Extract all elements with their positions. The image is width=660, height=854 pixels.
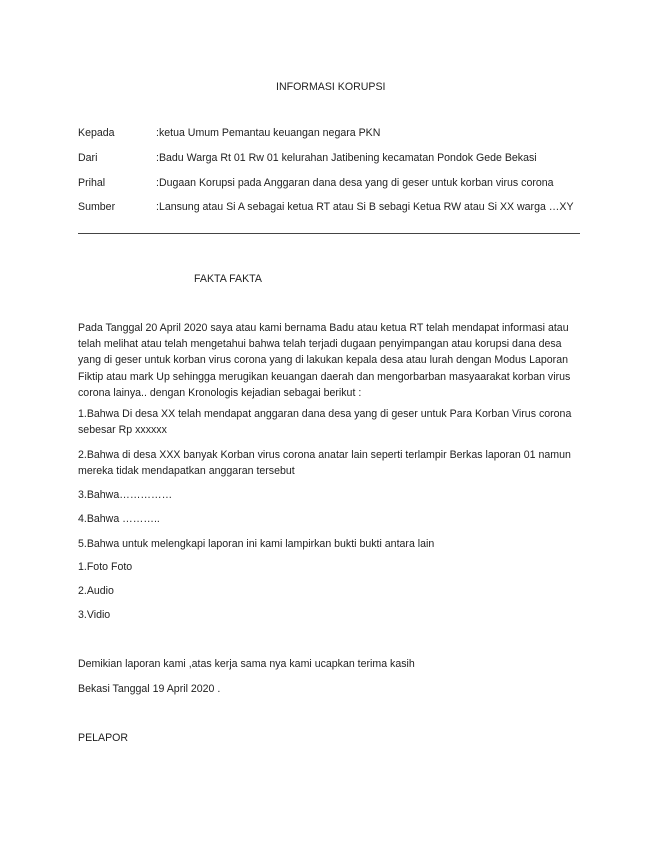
- meta-value: :Badu Warga Rt 01 Rw 01 kelurahan Jatibening kecamatan Pondok Gede Bekasi: [156, 152, 537, 164]
- meta-value: :Lansung atau Si A sebagai ketua RT atau Si B sebagi Ketua RW atau Si XX warga …XY: [156, 201, 574, 213]
- attachment-photo: 1.Foto Foto: [78, 561, 133, 573]
- point-5: 5.Bahwa untuk melengkapi laporan ini kami lampirkan bukti bukti antara lain: [78, 538, 435, 550]
- date-line: Bekasi Tanggal 19 April 2020 .: [78, 683, 221, 695]
- meta-row-prihal: [78, 177, 598, 193]
- meta-value: :ketua Umum Pemantau keuangan negara PKN: [156, 127, 381, 139]
- attachment-video: 3.Vidio: [78, 609, 111, 621]
- separator-line: [78, 233, 580, 234]
- meta-label: Sumber: [78, 201, 116, 213]
- intro-paragraph: Pada Tanggal 20 April 2020 saya atau kami bernama Badu atau ketua RT telah mendapat informasi atau telah melihat atau telah mengetahui bahwa telah terjadi dugaan penyimpangan atau korupsi dana desa yang di geser untuk korban virus corona yang di lakukan kepala desa atau lurah dengan Modus Laporan Fiktip atau mark Up sehingga merugikan keuangan daerah dan mengorbarban masyaarakat korban virus corona lainya.. dengan Kronologis kejadian sebagai berikut :: [78, 322, 571, 399]
- signature-label: PELAPOR: [78, 732, 129, 744]
- section-heading: FAKTA FAKTA: [194, 273, 262, 285]
- meta-label: Dari: [78, 152, 98, 164]
- attachment-audio: 2.Audio: [78, 585, 114, 597]
- meta-label: Kepada: [78, 127, 115, 139]
- point-3: 3.Bahwa……………: [78, 489, 173, 501]
- meta-row-kepada: [78, 127, 598, 143]
- meta-row-dari: [78, 152, 598, 168]
- point-2: 2.Bahwa di desa XXX banyak Korban virus corona anatar lain seperti terlampir Berkas laporan 01 namun mereka tidak mendapatkan anggaran tersebut: [78, 449, 571, 478]
- meta-row-sumber: [78, 201, 598, 217]
- point-1: 1.Bahwa Di desa XX telah mendapat anggaran dana desa yang di geser untuk Para Korban Virus corona sebesar Rp xxxxxx: [78, 408, 572, 437]
- meta-label: Prihal: [78, 177, 106, 189]
- meta-value: :Dugaan Korupsi pada Anggaran dana desa yang di geser untuk korban virus corona: [156, 177, 554, 189]
- closing-text: Demikian laporan kami ,atas kerja sama nya kami ucapkan terima kasih: [78, 658, 415, 670]
- document-title: INFORMASI KORUPSI: [276, 81, 386, 93]
- point-4: 4.Bahwa ………..: [78, 513, 160, 525]
